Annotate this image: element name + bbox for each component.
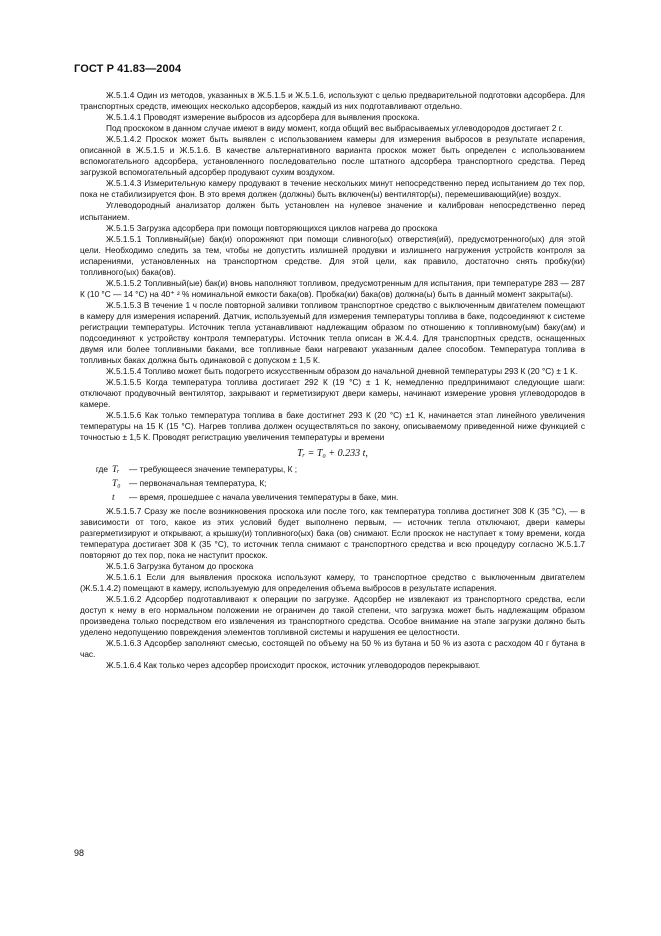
legend-symbol: t	[112, 492, 115, 503]
legend-symbol: T₀	[112, 478, 121, 489]
paragraph: Ж.5.1.6.1 Если для выявления проскока используют камеру, то транспортное средство с выключенным двигателем (Ж.5.1.4.2) помещают в камеру, используемую для определения объема выбросов в результате испарения.	[80, 571, 585, 594]
formula-legend-row	[80, 492, 585, 504]
paragraph: Ж.5.1.4.1 Проводят измерение выбросов из адсорбера для выявления проскока.	[106, 112, 420, 123]
document-header-code: ГОСТ Р 41.83—2004	[74, 63, 182, 75]
paragraph: Углеводородный анализатор должен быть установлен на нулевое значение и калиброван непосредственно перед испытанием.	[80, 200, 585, 222]
paragraph: Ж.5.1.6.3 Адсорбер заполняют смесью, состоящей по объему на 50 % из бутана и 50 % из азота с расходом 40 г бутана в час.	[80, 638, 585, 660]
legend-description: — первоначальная температура, К;	[129, 477, 267, 488]
paragraph: Под проскоком в данном случае имеют в виду момент, когда общий вес выбрасываемых углеводородов достигает 2 г.	[106, 123, 563, 134]
paragraph: Ж.5.1.4 Один из методов, указанных в Ж.5.1.5 и Ж.5.1.6, используют с целью предварительной подготовки адсорбера. Для транспортных средств, имеющих несколько адсорберов, каждый из них подготавливают отдельно.	[80, 90, 585, 112]
paragraph: Ж.5.1.5.7 Сразу же после возникновения проскока или после того, как температура топлива достигнет 308 К (35 °С), — в зависимости от того, какое из этих условий будет выполнено первым, — источник тепла отключают, двери камеры разгерметизируют и открывают, а крышку(и) топливного(ых) бака (ов) снимают. Если проскок не наступает к тому времени, когда температура достигает 308 К (35 °С), то источник тепла снимают с транспортного средства и всю процедуру согласно Ж.5.1.7 повторяют до тех пор, пока не наступит проскок.	[80, 505, 585, 560]
paragraph: Ж.5.1.4.2 Проскок может быть выявлен с использованием камеры для измерения выбросов в результате испарения, описанной в Ж.5.1.5 и Ж.5.1.6. В качестве альтернативного варианта проскок может быть определен с использованием вспомогательного адсорбера, установленного последовательно после штатного адсорбера транспортного средства. Перед загрузкой вспомогательный адсорбер продувают сухим воздухом.	[80, 134, 585, 178]
paragraph: Ж.5.1.5.2 Топливный(ые) бак(и) вновь наполняют топливом, предусмотренным для испытания, при температуре 283 — 287 К (10 °С — 14 °С) на 40⁺ ² % номинальной емкости бака(ов). Пробка(ки) бака(ов) должна(ы) быть в данный момент закрыта(ы).	[80, 277, 585, 299]
formula-legend-row	[80, 478, 585, 490]
paragraph: Ж.5.1.5.3 В течение 1 ч после повторной заливки топливом транспортное средство с выключенным двигателем помещают в камеру для измерения испарений. Датчик, используемый для измерения температуры топлива в баке, подсоединяют к системе регистрации температуры. Источник тепла устанавливают надлежащим образом по отношению к топливному(ым) баку(ам) и подсоединяют к устройству контроля температуры. Источник тепла описан в Ж.4.4. Для транспортных средств, оснащенных двумя или более топливными баками, все топливные баки нагревают указанным далее способом. Температура топлива в топливных баках должна быть одинаковой с допуском ± 1,5 К.	[80, 299, 585, 366]
paragraph: Ж.5.1.5.5 Когда температура топлива достигает 292 К (19 °С) ± 1 К, немедленно предпринимают следующие шаги: отключают продувочный вентилятор, закрывают и герметизируют двери камеры, начинают измерение уровня углеводородов в камере.	[80, 377, 585, 410]
document-body	[80, 90, 585, 671]
legend-description: — время, прошедшее с начала увеличения температуры в баке, мин.	[129, 491, 399, 502]
formula-legend-row	[80, 464, 585, 476]
legend-symbol: Tᵣ	[112, 464, 120, 475]
legend-where-label: где	[95, 463, 108, 474]
paragraph: Ж.5.1.5.1 Топливный(ые) бак(и) опорожняют при помощи сливного(ых) отверстия(ий), предусмотренного(ых) для этой цели. Необходимо следить за тем, чтобы не допустить излишней продувки и излишнего нагружения устройств контроля за испарениями, установленных на транспортном средстве. Для этой цели, как правило, достаточно снять пробку(ки) топливного(ых) бака(ов).	[80, 233, 585, 277]
section-heading: Ж.5.1.5 Загрузка адсорбера при помощи повторяющихся циклов нагрева до проскока	[106, 222, 438, 233]
legend-description: — требующееся значение температуры, К ;	[129, 463, 298, 474]
page-number: 98	[74, 848, 85, 858]
paragraph: Ж.5.1.4.3 Измерительную камеру продувают в течение нескольких минут непосредственно перед испытанием до тех пор, пока не стабилизируется фон. В это время должен (должны) быть включен(ы) вентилятор(ы), перемешивающий(ие) воздух.	[80, 178, 585, 200]
temperature-formula: Tᵣ = T₀ + 0.233 t,	[297, 447, 368, 459]
formula-legend	[80, 464, 585, 504]
section-heading: Ж.5.1.6 Загрузка бутаном до проскока	[106, 560, 254, 571]
paragraph: Ж.5.1.5.6 Как только температура топлива в баке достигнет 293 К (20 °С) ±1 К, начинается этап линейного увеличения температуры на 15 К (15 °С). Нагрев топлива должен осуществляться по закону, описываемому приведенной ниже функцией с точностью ± 1,5 К. Проводят регистрацию увеличения температуры и времени	[80, 410, 585, 443]
paragraph: Ж.5.1.6.4 Как только через адсорбер происходит проскок, источник углеводородов перекрывают.	[106, 660, 481, 671]
paragraph: Ж.5.1.5.4 Топливо может быть подогрето искусственным образом до начальной дневной температуры 293 К (20 °С) ± 1 К.	[106, 366, 578, 377]
paragraph: Ж.5.1.6.2 Адсорбер подготавливают к операции по загрузке. Адсорбер не извлекают из транспортного средства, если доступ к нему в его нормальном положении не ограничен до такой степени, что загрузка может быть надлежащим образом произведена только посредством его извлечения из транспортного средства. Особое внимание на этапе загрузки должно быть уделено недопущению повреждения элементов топливной системы и нарушения ее целостности.	[80, 594, 585, 638]
